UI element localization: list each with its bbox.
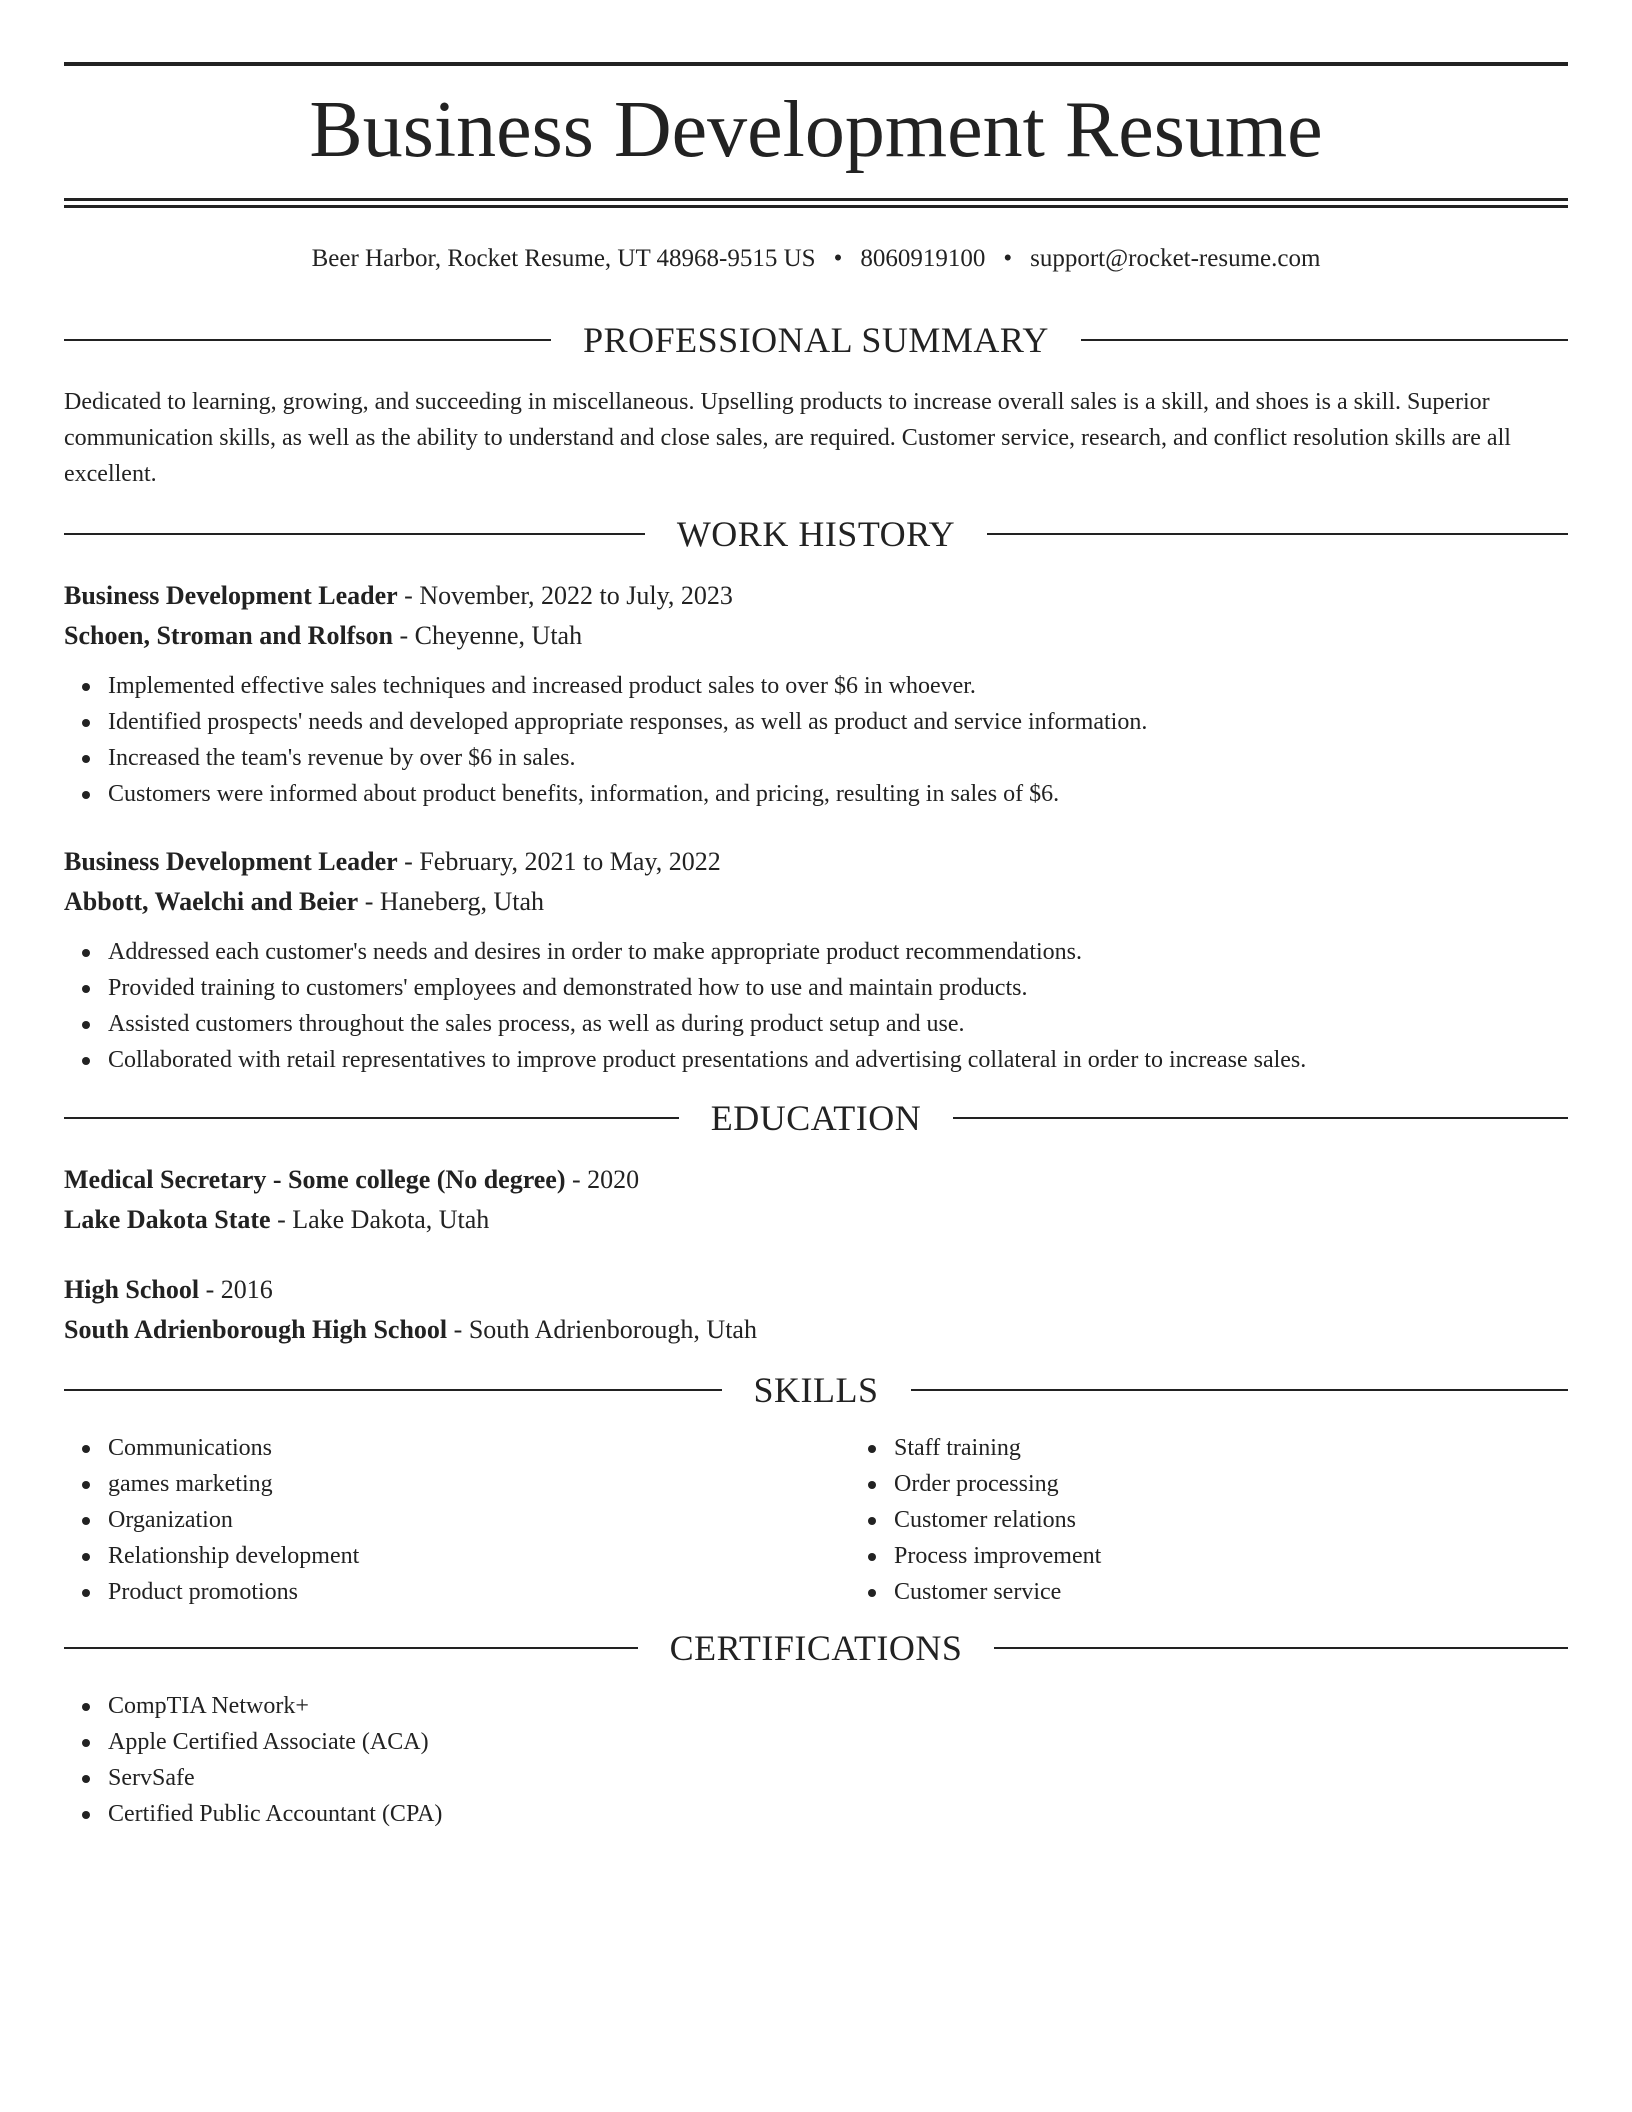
school-name: South Adrienborough High School [64,1315,448,1344]
company-line [64,616,1568,656]
job-bullets [64,934,1568,1078]
section-rule [1081,339,1568,341]
job-title-line [64,576,1568,616]
section-header-work [64,514,1568,554]
job-bullets [64,668,1568,812]
company-location: - Haneberg, Utah [358,887,544,916]
school-location: - South Adrienborough, Utah [447,1315,757,1344]
section-header-education [64,1098,1568,1138]
school-line [64,1200,1568,1240]
degree-name: High School [64,1275,200,1304]
list-item: Implemented effective sales techniques and increased product sales to over $6 in whoever. [108,668,1568,704]
skill-item: Order processing [894,1466,1632,1502]
section-title: EDUCATION [710,1098,922,1138]
section-rule [64,1647,638,1649]
section-rule [911,1389,1569,1391]
section-header-certifications [64,1628,1568,1668]
job-title-line [64,842,1568,882]
contact-address: Beer Harbor, Rocket Resume, UT 48968-9515 US [311,245,816,272]
degree-line [64,1270,1568,1310]
education-entry [64,1270,1568,1350]
company-location: - Cheyenne, Utah [392,621,583,650]
skills-column-right [850,1430,1632,1610]
school-line [64,1310,1568,1350]
section-title: CERTIFICATIONS [669,1628,963,1668]
title-double-rule [64,198,1568,208]
skill-item: Relationship development [108,1538,850,1574]
certifications-list [64,1688,1568,1832]
skills-column-left [64,1430,850,1610]
company-line [64,882,1568,922]
job-dates: - November, 2022 to July, 2023 [397,581,733,610]
section-header-summary [64,320,1568,360]
work-entry [64,842,1568,1078]
skill-item: Communications [108,1430,850,1466]
certification-item: Apple Certified Associate (ACA) [108,1724,1568,1760]
skill-item: Customer relations [894,1502,1632,1538]
skill-item: Product promotions [108,1574,850,1610]
section-title: SKILLS [753,1370,879,1410]
list-item: Collaborated with retail representatives to improve product presentations and advertising collateral in order to increase sales. [108,1042,1568,1078]
section-title: WORK HISTORY [676,514,956,554]
section-header-skills [64,1370,1568,1410]
section-rule [994,1647,1568,1649]
school-location: - Lake Dakota, Utah [270,1205,490,1234]
certification-item: ServSafe [108,1760,1568,1796]
contact-phone: 8060919100 [860,245,986,272]
list-item: Identified prospects' needs and developed appropriate responses, as well as product and service information. [108,704,1568,740]
list-item: Provided training to customers' employees and demonstrated how to use and maintain products. [108,970,1568,1006]
skill-item: Process improvement [894,1538,1632,1574]
section-rule [64,1117,679,1119]
list-item: Addressed each customer's needs and desires in order to make appropriate product recommendations. [108,934,1568,970]
section-rule [64,1389,722,1391]
job-title: Business Development Leader [64,847,398,876]
work-entry [64,576,1568,812]
certification-item: CompTIA Network+ [108,1688,1568,1724]
job-dates: - February, 2021 to May, 2022 [397,847,721,876]
degree-year: - 2020 [565,1165,640,1194]
certification-item: Certified Public Accountant (CPA) [108,1796,1568,1832]
job-title: Business Development Leader [64,581,398,610]
contact-email: support@rocket-resume.com [1030,245,1321,272]
degree-year: - 2016 [199,1275,273,1304]
degree-line [64,1160,1568,1200]
contact-line [64,244,1568,274]
education-entry [64,1160,1568,1240]
company-name: Schoen, Stroman and Rolfson [64,621,393,650]
skill-item: Organization [108,1502,850,1538]
section-rule [64,533,645,535]
degree-name: Medical Secretary - Some college (No degree) [64,1165,566,1194]
company-name: Abbott, Waelchi and Beier [64,887,359,916]
resume-title: Business Development Resume [309,86,1323,174]
skills-grid [64,1430,1568,1610]
section-rule [953,1117,1568,1119]
skill-item: games marketing [108,1466,850,1502]
skill-item: Customer service [894,1574,1632,1610]
school-name: Lake Dakota State [64,1205,271,1234]
summary-text: Dedicated to learning, growing, and succeeding in miscellaneous. Upselling products to increase overall sales is a skill, and shoes is a skill. Superior communication skills, as well as the ability to understand and close sales, are required. Customer service, research, and conflict resolution skills are all excellent. [64,389,1511,487]
contact-separator: • [1003,245,1013,272]
section-rule [64,339,551,341]
list-item: Customers were informed about product benefits, information, and pricing, resulting in sales of $6. [108,776,1568,812]
list-item: Assisted customers throughout the sales process, as well as during product setup and use. [108,1006,1568,1042]
section-rule [987,533,1568,535]
list-item: Increased the team's revenue by over $6 in sales. [108,740,1568,776]
skill-item: Staff training [894,1430,1632,1466]
contact-separator: • [833,245,843,272]
section-title: PROFESSIONAL SUMMARY [583,320,1049,360]
